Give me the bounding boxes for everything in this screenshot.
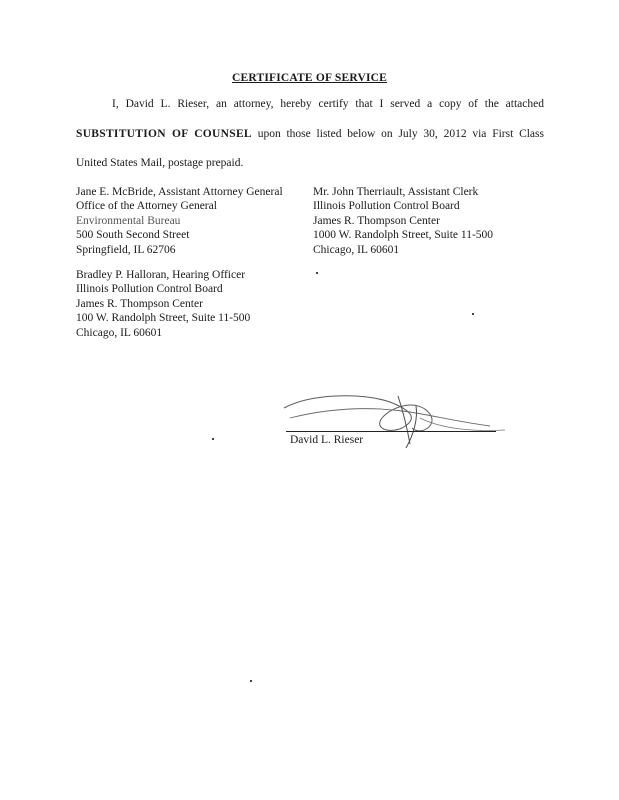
recipient-office: Illinois Pollution Control Board bbox=[313, 200, 460, 213]
recipient-street: 500 South Second Street bbox=[76, 229, 190, 242]
scan-speck bbox=[212, 438, 214, 440]
recipient-office: Illinois Pollution Control Board bbox=[76, 283, 223, 296]
handwritten-signature bbox=[270, 388, 510, 460]
recipient-name: Bradley P. Halloran, Hearing Officer bbox=[76, 269, 246, 281]
certificate-title: CERTIFICATE OF SERVICE bbox=[231, 72, 388, 84]
signature-line bbox=[286, 431, 496, 432]
recipient-building: James R. Thompson Center bbox=[313, 214, 440, 227]
scan-speck bbox=[472, 313, 474, 315]
recipient-block-mcbride bbox=[76, 185, 283, 257]
recipient-block-therriault bbox=[313, 185, 493, 257]
recipient-bureau: Environmental Bureau bbox=[76, 214, 181, 227]
certification-paragraph-line3: United States Mail, postage prepaid. bbox=[76, 157, 244, 169]
recipient-name: Mr. John Therriault, Assistant Clerk bbox=[313, 186, 479, 198]
recipient-building: James R. Thompson Center bbox=[76, 297, 203, 310]
signature-scribble-icon bbox=[270, 388, 510, 460]
certification-paragraph-line2: SUBSTITUTION OF COUNSEL upon those listed below on July 30, 2012 via First Class bbox=[76, 128, 544, 140]
recipient-city: Chicago, IL 60601 bbox=[313, 243, 400, 256]
recipient-block-halloran bbox=[76, 268, 250, 340]
scan-speck bbox=[316, 272, 318, 274]
recipient-city: Chicago, IL 60601 bbox=[76, 326, 163, 339]
recipient-city: Springfield, IL 62706 bbox=[76, 243, 176, 256]
document-name: SUBSTITUTION OF COUNSEL bbox=[76, 128, 252, 140]
recipient-street: 1000 W. Randolph Street, Suite 11-500 bbox=[313, 229, 494, 242]
signer-name: David L. Rieser bbox=[290, 434, 364, 446]
recipient-office: Office of the Attorney General bbox=[76, 200, 217, 213]
recipient-street: 100 W. Randolph Street, Suite 11-500 bbox=[76, 312, 251, 325]
recipient-name: Jane E. McBride, Assistant Attorney General bbox=[76, 186, 283, 198]
certification-paragraph-line1: I, David L. Rieser, an attorney, hereby certify that I served a copy of the attached bbox=[112, 98, 544, 110]
scan-speck bbox=[250, 680, 252, 682]
